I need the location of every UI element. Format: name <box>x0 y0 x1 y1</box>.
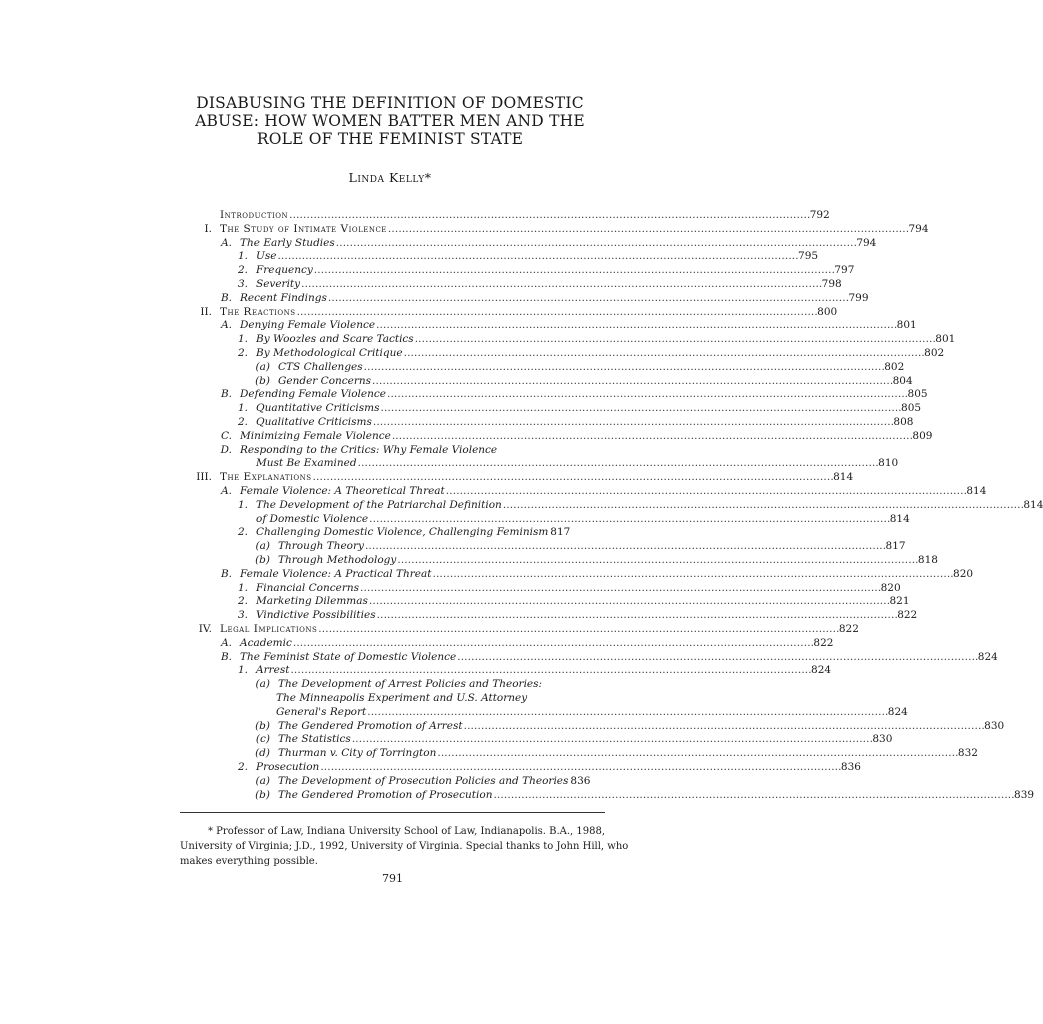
toc-number: 1. <box>237 581 248 594</box>
toc-row <box>0 525 768 539</box>
toc-row <box>0 594 910 608</box>
toc-leader-dots <box>503 498 1023 512</box>
toc-row <box>0 567 974 581</box>
toc-entry-title: Vindictive Possibilities <box>256 609 376 622</box>
toc-number: (b) <box>255 788 270 801</box>
toc-entry-title: The Early Studies <box>240 236 335 249</box>
toc-page-number: 824 <box>811 664 832 677</box>
toc-number: I. <box>204 222 212 235</box>
toc-page-number: 839 <box>1014 788 1035 801</box>
toc-leader-dots <box>380 401 900 415</box>
toc-leader-dots <box>387 387 907 401</box>
toc-number: 1. <box>237 664 248 677</box>
toc-entry <box>278 774 591 788</box>
document-title <box>180 94 600 148</box>
toc-entry <box>278 732 893 746</box>
toc-entry-title: By Methodological Critique <box>256 347 403 359</box>
toc-entry-title: Denying Female Violence <box>240 319 376 332</box>
toc-entry <box>240 484 987 498</box>
toc-entry-title: General's Report <box>276 705 367 718</box>
toc-entry-title: Must Be Examined <box>256 457 357 470</box>
toc-page-number: 808 <box>893 416 914 428</box>
toc-entry-title: Use <box>256 250 277 263</box>
toc-entry-title: Through Methodology <box>278 554 397 566</box>
toc-entry-title: Defending Female Violence <box>240 388 386 401</box>
toc-row <box>0 650 998 664</box>
toc-leader-dots <box>360 581 880 595</box>
toc-number: C. <box>221 429 232 442</box>
toc-row <box>0 498 1043 512</box>
toc-entry-title: The Explanations <box>220 471 312 484</box>
toc-row <box>0 705 908 719</box>
toc-entry <box>256 263 855 277</box>
toc-entry <box>256 663 832 677</box>
toc-entry-title: Qualitative Criticisms <box>256 416 372 428</box>
toc-entry-title: The Statistics <box>278 733 351 746</box>
page-number: 791 <box>382 872 403 885</box>
toc-entry <box>240 291 869 305</box>
toc-entry <box>276 705 908 719</box>
toc-number: B. <box>220 388 232 401</box>
toc-leader-dots <box>277 249 797 263</box>
toc-row <box>0 788 1035 802</box>
toc-page-number: 817 <box>550 526 571 539</box>
toc-leader-dots <box>437 746 957 760</box>
toc-row <box>0 760 861 774</box>
toc-entry <box>240 636 834 650</box>
toc-page-number: 824 <box>887 705 908 718</box>
toc-number: 1. <box>237 498 248 511</box>
toc-entry <box>256 249 819 263</box>
toc-page-number: 795 <box>798 250 819 263</box>
toc-entry <box>256 332 956 346</box>
toc-leader-dots <box>352 732 872 746</box>
toc-row <box>0 553 938 567</box>
toc-entry-title: of Domestic Violence <box>256 512 369 525</box>
toc-entry <box>240 650 998 664</box>
toc-entry <box>220 622 859 636</box>
toc-entry-title: Legal Implications <box>220 623 318 635</box>
footnote-line: * Professor of Law, Indiana University School of Law, Indianapolis. B.A., 1988, <box>208 826 606 837</box>
toc-entry <box>278 539 906 553</box>
toc-leader-dots <box>493 788 1013 802</box>
toc-row <box>0 387 928 401</box>
toc-number: (b) <box>255 719 270 732</box>
toc-entry-title: Frequency <box>256 264 313 277</box>
toc-entry-title: Quantitative Criticisms <box>256 402 380 415</box>
toc-entry-title: Academic <box>240 636 292 649</box>
toc-page-number: 836 <box>840 761 861 773</box>
toc-number: (b) <box>255 374 270 387</box>
toc-page-number: 810 <box>878 457 899 470</box>
toc-entry <box>240 387 928 401</box>
toc-entry-title: Severity <box>256 278 301 290</box>
toc-entry <box>240 567 974 581</box>
toc-number: 1. <box>237 250 248 263</box>
toc-leader-dots <box>358 456 878 470</box>
toc-entry-title: Introduction <box>220 209 289 221</box>
toc-row <box>0 774 768 788</box>
toc-leader-dots <box>318 622 838 636</box>
toc-entry <box>240 443 558 457</box>
toc-page-number: 802 <box>924 347 945 359</box>
toc-row <box>0 415 914 429</box>
toc-number: 3. <box>237 609 248 622</box>
toc-number: III. <box>196 471 212 484</box>
toc-entry <box>278 746 978 760</box>
toc-entry-title: Through Theory <box>278 540 364 553</box>
toc-leader-dots <box>313 470 833 484</box>
toc-leader-dots <box>377 608 897 622</box>
toc-number: (a) <box>255 540 270 553</box>
toc-entry-title: Marketing Dilemmas <box>256 595 368 608</box>
toc-page-number: 801 <box>896 319 917 332</box>
toc-row <box>0 622 859 636</box>
toc-page-number: 798 <box>821 278 842 290</box>
toc-entry <box>256 760 861 774</box>
toc-leader-dots <box>376 318 896 332</box>
toc-entry <box>220 305 838 319</box>
toc-page-number: 800 <box>817 305 838 318</box>
toc-page-number: 822 <box>897 609 918 622</box>
toc-page-number: 814 <box>966 485 987 497</box>
title-line: ABUSE: HOW WOMEN BATTER MEN AND THE <box>195 112 585 130</box>
toc-entry <box>240 429 933 443</box>
toc-number: A. <box>221 485 232 497</box>
author-name: Linda Kelly* <box>348 170 432 185</box>
toc-row <box>0 539 906 553</box>
toc-entry <box>220 208 830 222</box>
toc-row <box>0 663 832 677</box>
toc-row <box>0 581 901 595</box>
toc-leader-dots <box>289 208 809 222</box>
toc-leader-dots <box>290 663 810 677</box>
toc-entry-title: Responding to the Critics: Why Female Violence <box>240 443 498 456</box>
toc-entry-title: Arrest <box>256 664 290 677</box>
footnote-line: makes everything possible. <box>180 856 318 867</box>
toc-row <box>0 470 854 484</box>
toc-number: (a) <box>255 678 270 691</box>
toc-page-number: 836 <box>570 774 591 787</box>
toc-entry <box>240 236 877 250</box>
toc-page-number: 794 <box>908 222 929 235</box>
toc-number: 2. <box>237 526 248 539</box>
toc-leader-dots <box>464 719 984 733</box>
footnote <box>180 824 629 869</box>
toc-page-number: 814 <box>889 512 910 525</box>
toc-row <box>0 208 830 222</box>
toc-leader-dots <box>369 512 889 526</box>
toc-row <box>0 608 918 622</box>
toc-number: A. <box>221 236 232 249</box>
toc-entry-title: Challenging Domestic Violence, Challenging Feminism <box>256 526 549 539</box>
toc-entry-title: The Minneapolis Experiment and U.S. Attorney <box>276 692 528 704</box>
toc-number: (a) <box>255 360 270 373</box>
toc-number: 1. <box>237 402 248 415</box>
toc-row <box>0 443 768 457</box>
toc-leader-dots <box>364 360 884 374</box>
toc-leader-dots <box>367 705 887 719</box>
toc-row <box>0 277 842 291</box>
toc-row <box>0 429 933 443</box>
toc-number: IV. <box>198 623 212 635</box>
toc-number: (b) <box>255 554 270 566</box>
toc-row <box>0 318 917 332</box>
toc-page-number: 792 <box>809 209 830 221</box>
toc-page-number: 801 <box>935 333 956 346</box>
toc-entry <box>256 594 910 608</box>
toc-entry <box>278 719 1005 733</box>
toc-page-number: 805 <box>901 402 922 415</box>
toc-page-number: 817 <box>885 540 906 553</box>
toc-row <box>0 249 819 263</box>
toc-entry <box>278 553 938 567</box>
toc-entry <box>256 415 914 429</box>
toc-number: A. <box>221 319 232 332</box>
toc-row <box>0 677 768 691</box>
toc-entry <box>220 222 929 236</box>
toc-row <box>0 332 956 346</box>
toc-page-number: 822 <box>813 636 834 649</box>
toc-page-number: 809 <box>912 429 933 442</box>
toc-page-number: 830 <box>872 733 893 746</box>
toc-leader-dots <box>415 332 935 346</box>
toc-page-number: 799 <box>848 291 869 304</box>
toc-entry <box>278 788 1035 802</box>
toc-row <box>0 305 838 319</box>
toc-row <box>0 291 869 305</box>
toc-entry-title: Minimizing Female Violence <box>240 429 391 442</box>
toc-entry-title: The Development of Prosecution Policies and Theories <box>278 774 569 787</box>
toc-row <box>0 746 978 760</box>
toc-entry-title: Female Violence: A Theoretical Threat <box>240 485 445 497</box>
toc-number: 3. <box>237 278 248 290</box>
toc-leader-dots <box>388 222 908 236</box>
toc-page-number: 824 <box>977 650 998 663</box>
toc-row <box>0 512 910 526</box>
toc-entry-title: The Development of the Patriarchal Definition <box>256 498 502 511</box>
toc-entry <box>276 691 558 705</box>
toc-entry <box>278 360 905 374</box>
toc-leader-dots <box>373 415 893 429</box>
toc-entry-title: The Gendered Promotion of Arrest <box>278 719 463 732</box>
toc-entry <box>256 498 1043 512</box>
toc-entry <box>256 456 899 470</box>
toc-entry <box>256 512 910 526</box>
toc-entry-title: CTS Challenges <box>278 360 363 373</box>
toc-entry-title: Recent Findings <box>240 291 327 304</box>
toc-entry-title: Gender Concerns <box>278 374 372 387</box>
toc-leader-dots <box>301 277 821 291</box>
toc-leader-dots <box>392 429 912 443</box>
toc-page-number: 814 <box>833 471 854 484</box>
toc-number: D. <box>220 443 232 456</box>
toc-number: 1. <box>237 333 248 346</box>
footnote-line: University of Virginia; J.D., 1992, University of Virginia. Special thanks to John Hill, who <box>180 841 629 852</box>
toc-entry <box>278 677 558 691</box>
toc-leader-dots <box>372 374 892 388</box>
toc-leader-dots <box>336 236 856 250</box>
toc-entry-title: Female Violence: A Practical Threat <box>240 567 432 580</box>
toc-page-number: 832 <box>957 747 978 760</box>
toc-page-number: 804 <box>892 374 913 387</box>
toc-leader-dots <box>297 305 817 319</box>
toc-number: 2. <box>237 595 248 608</box>
toc-row <box>0 236 877 250</box>
toc-leader-dots <box>328 291 848 305</box>
toc-number: B. <box>220 291 232 304</box>
toc-entry-title: The Gendered Promotion of Prosecution <box>278 788 493 801</box>
toc-entry-title: The Development of Arrest Policies and Theories: <box>278 678 543 691</box>
toc-number: 2. <box>237 761 248 773</box>
toc-page-number: 820 <box>953 567 974 580</box>
toc-number: (c) <box>255 733 270 746</box>
toc-number: A. <box>221 636 232 649</box>
toc-entry <box>220 470 854 484</box>
toc-entry <box>240 318 917 332</box>
toc-entry-title: The Feminist State of Domestic Violence <box>240 650 457 663</box>
toc-row <box>0 346 945 360</box>
toc-row <box>0 374 913 388</box>
toc-row <box>0 484 987 498</box>
toc-leader-dots <box>446 484 966 498</box>
toc-row <box>0 401 922 415</box>
toc-entry <box>256 608 918 622</box>
toc-page-number: 822 <box>838 623 859 635</box>
toc-leader-dots <box>432 567 952 581</box>
toc-leader-dots <box>397 553 917 567</box>
toc-row <box>0 456 899 470</box>
toc-row <box>0 222 929 236</box>
toc-page-number: 794 <box>856 236 877 249</box>
toc-entry-title: The Reactions <box>220 305 296 318</box>
toc-entry <box>256 401 922 415</box>
toc-number: II. <box>200 305 212 318</box>
toc-row <box>0 263 855 277</box>
toc-row <box>0 732 893 746</box>
toc-leader-dots <box>404 346 924 360</box>
toc-page-number: 814 <box>1023 498 1043 511</box>
toc-page-number: 830 <box>984 719 1005 732</box>
toc-row <box>0 691 768 705</box>
toc-number: B. <box>220 567 232 580</box>
toc-entry-title: Prosecution <box>256 761 320 773</box>
toc-page-number: 821 <box>889 595 910 608</box>
toc-row <box>0 360 905 374</box>
toc-leader-dots <box>320 760 840 774</box>
toc-entry <box>256 346 945 360</box>
toc-page-number: 805 <box>907 388 928 401</box>
toc-entry <box>256 277 842 291</box>
toc-entry <box>278 374 913 388</box>
title-line: ROLE OF THE FEMINIST STATE <box>256 130 524 148</box>
toc-number: 2. <box>237 264 248 277</box>
toc-leader-dots <box>314 263 834 277</box>
toc-number: 2. <box>237 416 248 428</box>
toc-page-number: 818 <box>917 554 938 566</box>
toc-leader-dots <box>457 650 977 664</box>
toc-number: (a) <box>255 774 270 787</box>
toc-row <box>0 719 1005 733</box>
toc-entry <box>256 525 571 539</box>
toc-leader-dots <box>365 539 885 553</box>
title-line: DISABUSING THE DEFINITION OF DOMESTIC <box>196 94 584 112</box>
toc-entry-title: By Woozles and Scare Tactics <box>256 333 414 346</box>
toc-number: 2. <box>237 347 248 359</box>
toc-page-number: 802 <box>884 360 905 373</box>
toc-leader-dots <box>369 594 889 608</box>
toc-leader-dots <box>293 636 813 650</box>
toc-row <box>0 636 834 650</box>
footnote-divider <box>180 812 605 813</box>
toc-number: (d) <box>255 747 270 760</box>
toc-page-number: 797 <box>834 264 855 277</box>
toc-entry-title: The Study of Intimate Violence <box>220 222 387 235</box>
toc-entry-title: Financial Concerns <box>256 581 360 594</box>
toc-page-number: 820 <box>880 581 901 594</box>
toc-entry-title: Thurman v. City of Torrington <box>278 747 437 760</box>
toc-number: B. <box>220 650 232 663</box>
toc-entry <box>256 581 901 595</box>
